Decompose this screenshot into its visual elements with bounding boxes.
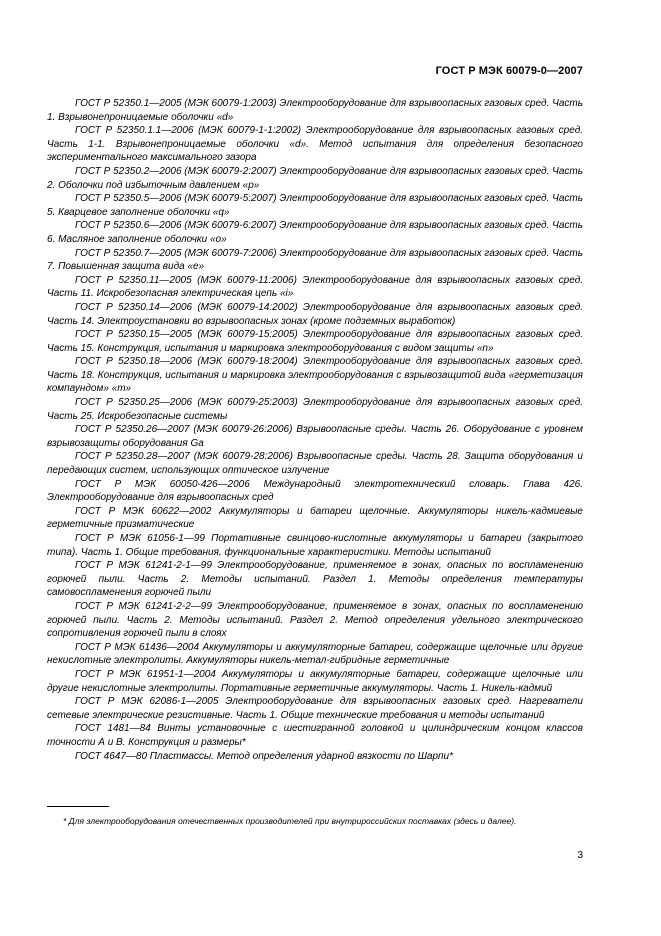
page-number: 3 <box>577 850 583 861</box>
reference-item: ГОСТ Р 52350.1—2005 (МЭК 60079-1:2003) Электрооборудование для взрывоопасных газовых сред. Часть 1. Взрывонепроницаемые оболочки «d» <box>47 98 584 123</box>
reference-item: ГОСТ 4647—80 Пластмассы. Метод определения ударной вязкости по Шарпи* <box>75 750 454 762</box>
reference-item: ГОСТ Р 52350.15—2005 (МЭК 60079-15:2005) Электрооборудование для взрывоопасных газовых сред. Часть 15. Конструкция, испытания и маркировка электрооборудования с видом защиты «n» <box>47 329 583 354</box>
reference-item: ГОСТ Р МЭК 60050-426—2006 Международный электротехнический словарь. Глава 426. Электрооборудование для взрывоопасных сред <box>47 478 583 504</box>
reference-item: ГОСТ Р МЭК 60622—2002 Аккумуляторы и батареи щелочные. Аккумуляторы никель-кадмиевые герметичные призматические <box>47 505 583 531</box>
reference-item: ГОСТ Р 52350.25—2006 (МЭК 60079-25:2003) Электрооборудование для взрывоопасных газовых сред. Часть 25. Искробезопасные системы <box>47 397 583 422</box>
reference-item: ГОСТ Р 52350.14—2006 (МЭК 60079-14:2002) Электрооборудование для взрывоопасных газовых сред. Часть 14. Электроустановки во взрывоопасных зонах (кроме подземных выработок) <box>47 301 583 327</box>
reference-item: ГОСТ Р МЭК 61241-2-1—99 Электрооборудование, применяемое в зонах, опасных по воспламенению горючей пыли. Часть 2. Методы испытаний. Раздел 1. Методы определения температуры самовоспламенения горючей пыли <box>47 560 583 599</box>
document-header: ГОСТ Р МЭК 60079-0—2007 <box>435 65 583 77</box>
reference-item: ГОСТ Р 52350.26—2007 (МЭК 60079-26:2006) Взрывоопасные среды. Часть 26. Оборудование с уровнем взрывозащиты оборудования Ga <box>47 424 583 449</box>
reference-item: ГОСТ Р МЭК 61056-1—99 Портативные свинцово-кислотные аккумуляторы и батареи (закрытого типа). Часть 1. Общие требования, функциональные характеристики. Методы испытаний <box>47 533 583 558</box>
reference-item: ГОСТ Р 52350.11—2005 (МЭК 60079-11:2006) Электрооборудование для взрывоопасных газовых сред. Часть 11. Искробезопасная электрическая цепь «i» <box>47 274 583 300</box>
reference-item: ГОСТ Р 52350.5—2006 (МЭК 60079-5:2007) Электрооборудование для взрывоопасных газовых сред. Часть 5. Кварцевое заполнение оболочки «q» <box>47 193 584 218</box>
footnote: * Для электрооборудования отечественных производителей при внутрироссийских поставках (здесь и далее). <box>63 816 517 826</box>
reference-item: ГОСТ Р МЭК 61241-2-2—99 Электрооборудование, применяемое в зонах, опасных по воспламенению горючей пыли. Часть 2. Методы испытаний. Раздел 2. Метод определения удельного электрического сопротивления горючей пыли в слоях <box>47 600 583 640</box>
references-list <box>47 97 583 763</box>
reference-item: ГОСТ 1481—84 Винты установочные с шестигранной головкой и цилиндрическим концом классов точности А и В. Конструкция и размеры* <box>47 723 583 748</box>
reference-item: ГОСТ Р 52350.7—2005 (МЭК 60079-7:2006) Электрооборудование для взрывоопасных газовых сред. Часть 7. Повышенная защита вида «е» <box>47 247 584 273</box>
reference-item: ГОСТ Р 52350.6—2006 (МЭК 60079-6:2007) Электрооборудование для взрывоопасных газовых сред. Часть 6. Масляное заполнение оболочки «о» <box>47 220 584 245</box>
reference-item: ГОСТ Р МЭК 62086-1—2005 Электрооборудование для взрывоопасных газовых сред. Нагреватели сетевые электрические резистивные. Часть 1. Общие технические требования и методы испытаний <box>47 696 583 721</box>
reference-item: ГОСТ Р МЭК 61951-1—2004 Аккумуляторы и аккумуляторные батареи, содержащие щелочные или другие некислотные электролиты. Портативные герметичные аккумуляторы. Часть 1. Никель-кадмий <box>47 668 583 694</box>
reference-item: ГОСТ Р 52350.2—2006 (МЭК 60079-2:2007) Электрооборудование для взрывоопасных газовых сред. Часть 2. Оболочки под избыточным давлением «p» <box>47 165 584 191</box>
reference-item: ГОСТ Р 52350.1.1—2006 (МЭК 60079-1-1:2002) Электрооборудование для взрывоопасных газовых сред. Часть 1-1. Взрывонепроницаемые оболочки «d». Метод испытания для определения безопасного экспериментального максимального зазора <box>47 125 583 164</box>
reference-item: ГОСТ Р МЭК 61436—2004 Аккумуляторы и аккумуляторные батареи, содержащие щелочные или другие некислотные электролиты. Аккумуляторы никель-метал-гибридные герметичные <box>47 641 583 667</box>
footnote-divider <box>47 806 109 807</box>
reference-item: ГОСТ Р 52350.28—2007 (МЭК 60079-28:2006) Взрывоопасные среды. Часть 28. Защита оборудования и передающих систем, использующих оптическое излучение <box>47 451 583 477</box>
reference-item: ГОСТ Р 52350.18—2006 (МЭК 60079-18:2004) Электрооборудование для взрывоопасных газовых сред. Часть 18. Конструкция, испытания и маркировка электрооборудования с взрывозащитой вида «герметизация компаундом» «m» <box>47 356 583 395</box>
